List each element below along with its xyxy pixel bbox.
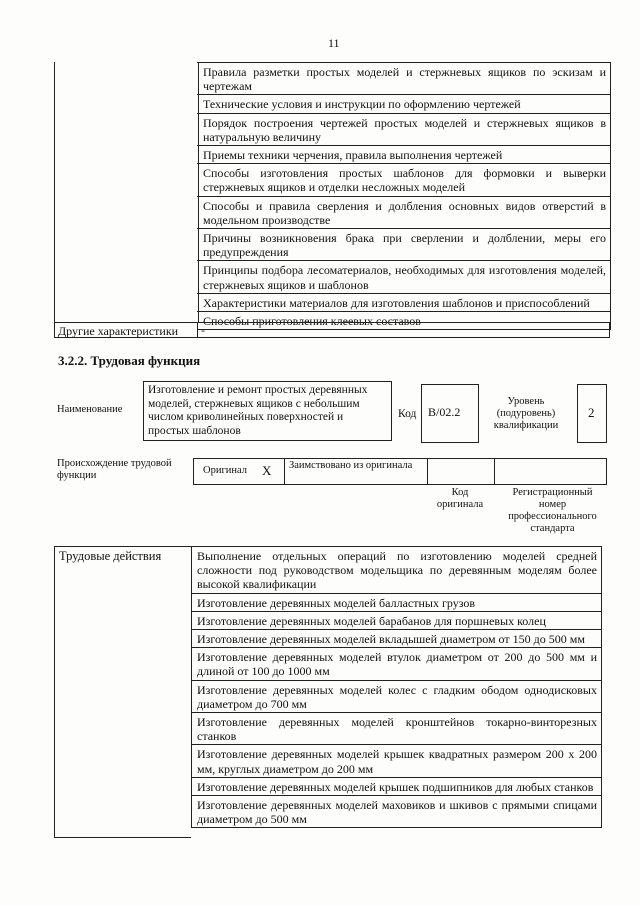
- labor-actions-right-column: [191, 546, 602, 828]
- level-value: 2: [588, 405, 595, 420]
- labor-actions-label: Трудовые действия: [59, 549, 162, 563]
- knowledge-right-column: [197, 62, 611, 330]
- level-box: [577, 384, 607, 443]
- other-characteristics-row: [54, 322, 610, 338]
- page-number: 11: [328, 36, 340, 50]
- table-row: Изготовление деревянных моделей крышек квадратных размером 200 х 200 мм, круглых диаметром до 200 мм: [192, 744, 601, 776]
- other-characteristics-value: -: [201, 323, 205, 337]
- code-original-label: Код оригинала: [436, 487, 484, 510]
- labor-actions-left-column: [54, 546, 191, 838]
- table-row: Изготовление деревянных моделей крышек подшипников для любых станков: [192, 777, 601, 795]
- borrowed-label: Заимствовано из оригинала: [289, 460, 413, 471]
- original-mark: X: [262, 463, 272, 478]
- cell-divider: [427, 458, 428, 485]
- table-row: Способы приготовления клеевых составов: [197, 311, 610, 330]
- code-label: Код: [398, 408, 417, 420]
- name-label: Наименование: [57, 404, 123, 415]
- table-row: Правила разметки простых моделей и стержневых ящиков по эскизам и чертежам: [197, 62, 610, 94]
- table-row: Изготовление деревянных моделей кронштейнов токарно-винторезных станков: [192, 712, 601, 744]
- origin-box: [193, 458, 607, 485]
- level-label: Уровень (подуровень) квалификации: [493, 396, 559, 431]
- cell-divider: [197, 322, 198, 338]
- table-row: Изготовление деревянных моделей балластных грузов: [192, 593, 601, 611]
- table-row: Выполнение отдельных операций по изготовлению моделей средней сложности под руководством модельщика по деревянным моделям более высокой квалификации: [197, 549, 597, 592]
- name-value: Изготовление и ремонт простых деревянных моделей, стержневых ящиков с небольшим числом криволинейных поверхностей и простых шаблонов: [148, 384, 368, 437]
- table-row: Изготовление деревянных моделей втулок диаметром от 200 до 500 мм и длиной от 100 до 1000 мм: [192, 647, 601, 679]
- table-row: Технические условия и инструкции по оформлению чертежей: [197, 94, 610, 112]
- table-row: Способы и правила сверления и долбления основных видов отверстий в модельном производстве: [197, 196, 610, 228]
- table-row: Порядок построения чертежей простых моделей и стержневых ящиков в натуральную величину: [197, 113, 610, 145]
- original-label: Оригинал: [203, 465, 247, 476]
- table-row: Изготовление деревянных моделей маховиков и шкивов с прямыми спицами диаметром до 500 мм: [192, 795, 601, 827]
- cell-divider: [284, 458, 285, 485]
- table-row: Изготовление деревянных моделей барабанов для поршневых колец: [192, 611, 601, 629]
- section-title: 3.2.2. Трудовая функция: [58, 353, 201, 368]
- table-row: Приемы техники черчения, правила выполнения чертежей: [197, 145, 610, 163]
- code-value: B/02.2: [428, 405, 461, 419]
- reg-number-label: Регистрационный номер профессионального стандарта: [508, 487, 597, 534]
- code-box: [421, 384, 479, 443]
- knowledge-left-column: [54, 62, 199, 322]
- table-row: Принципы подбора лесоматериалов, необходимых для изготовления моделей, стержневых ящиков и шаблонов: [197, 260, 610, 292]
- table-row: Причины возникновения брака при сверлении и долблении, меры его предупреждения: [197, 228, 610, 260]
- other-characteristics-label: Другие характеристики: [58, 324, 179, 338]
- table-row: Способы изготовления простых шаблонов для формовки и выверки стержневых ящиков и отделки несложных моделей: [197, 163, 610, 195]
- cell-divider: [494, 458, 495, 485]
- table-row: Характеристики материалов для изготовления шаблонов и приспособлений: [197, 293, 610, 311]
- table-row: Изготовление деревянных моделей колес с гладким ободом однодисковых диаметром до 700 мм: [192, 680, 601, 712]
- table-row: Изготовление деревянных моделей вкладышей диаметром от 150 до 500 мм: [192, 629, 601, 647]
- name-box: [143, 381, 392, 441]
- origin-label: Происхождение трудовой функции: [57, 458, 172, 481]
